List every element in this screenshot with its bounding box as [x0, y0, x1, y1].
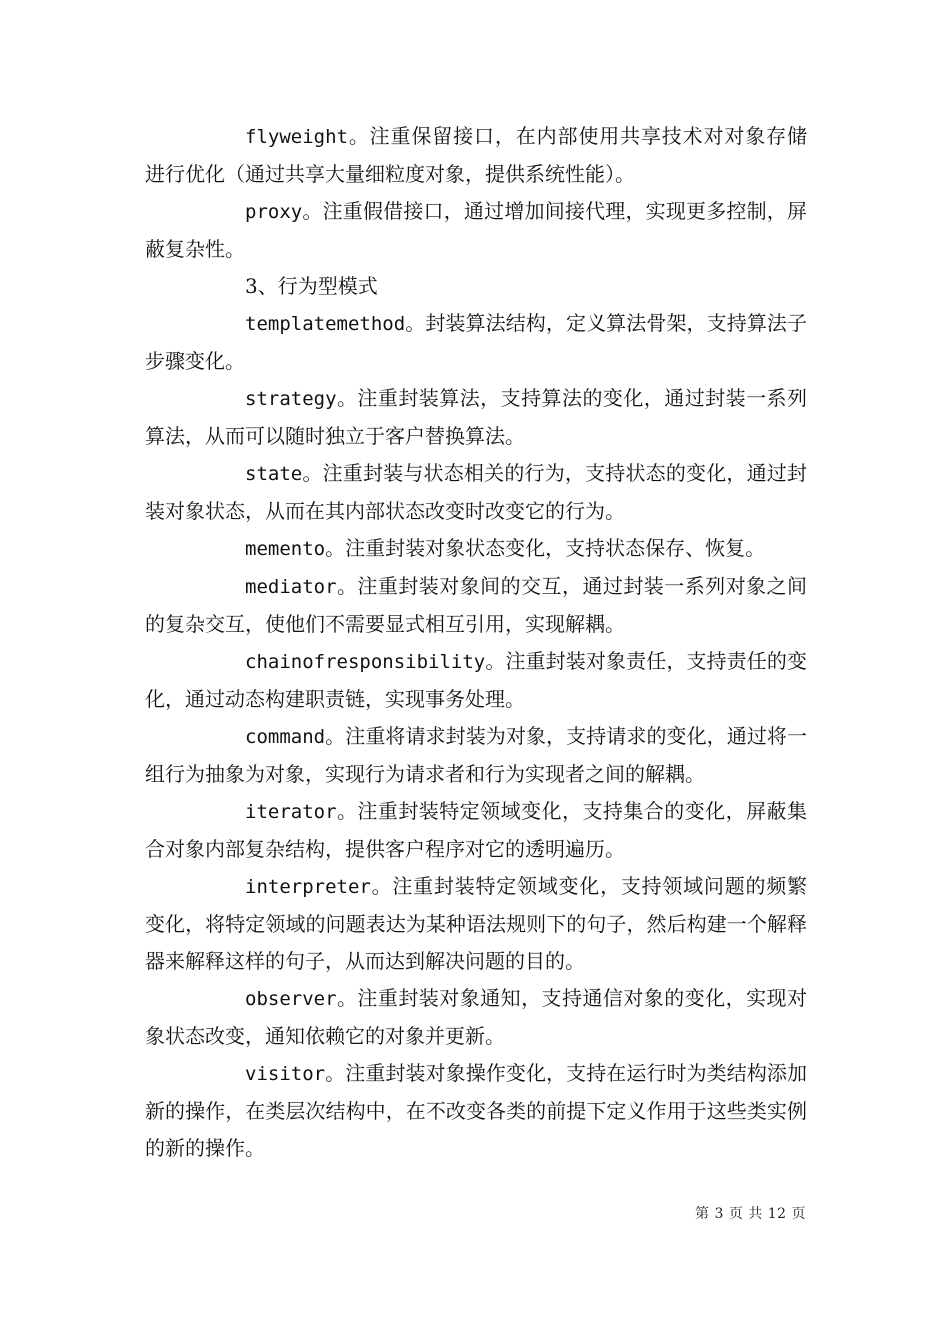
paragraph-text: 。注重封装对象责任，支持责任的变化，通过动态构建职责链，实现事务处理。	[145, 649, 807, 711]
paragraph-state	[145, 455, 807, 530]
pattern-term: interpreter	[245, 876, 371, 898]
paragraph-text: 。注重封装对象操作变化，支持在运行时为类结构添加新的操作，在类层次结构中，在不改变各类的前提下定义作用于这些类实例的新的操作。	[145, 1061, 807, 1160]
pattern-term: flyweight	[245, 126, 348, 148]
paragraph-templatemethod	[145, 305, 807, 380]
document-body	[145, 118, 807, 1167]
pattern-term: iterator	[245, 801, 337, 823]
section-heading-behavioral	[145, 268, 807, 305]
paragraph-text: 。注重保留接口，在内部使用共享技术对对象存储进行优化（通过共享大量细粒度对象，提供系统性能）。	[145, 124, 807, 186]
paragraph-proxy	[145, 193, 807, 268]
pattern-term: memento	[245, 538, 326, 560]
paragraph-text: 。注重假借接口，通过增加间接代理，实现更多控制，屏蔽复杂性。	[145, 199, 807, 261]
paragraph-text: 。注重将请求封装为对象，支持请求的变化，通过将一组行为抽象为对象，实现行为请求者和行为实现者之间的解耦。	[145, 724, 807, 786]
paragraph-flyweight	[145, 118, 807, 193]
paragraph-visitor	[145, 1055, 807, 1167]
paragraph-chainofresponsibility	[145, 643, 807, 718]
pattern-term: chainofresponsibility	[245, 651, 486, 673]
paragraph-text: 。注重封装算法，支持算法的变化，通过封装一系列算法，从而可以随时独立于客户替换算法。	[145, 386, 807, 448]
pattern-term: proxy	[245, 201, 303, 223]
pattern-term: command	[245, 726, 326, 748]
page-number-footer: 第 3 页 共 12 页	[695, 1206, 806, 1222]
paragraph-text: 。注重封装特定领域变化，支持领域问题的频繁变化，将特定领域的问题表达为某种语法规则下的句子，然后构建一个解释器来解释这样的句子，从而达到解决问题的目的。	[145, 874, 807, 973]
paragraph-observer	[145, 980, 807, 1055]
pattern-term: visitor	[245, 1063, 326, 1085]
paragraph-mediator	[145, 568, 807, 643]
pattern-term: observer	[245, 988, 337, 1010]
paragraph-text: 。封装算法结构，定义算法骨架，支持算法子步骤变化。	[145, 311, 807, 373]
paragraph-memento	[145, 530, 807, 568]
paragraph-command	[145, 718, 807, 793]
pattern-term: mediator	[245, 576, 337, 598]
paragraph-text: 。注重封装与状态相关的行为，支持状态的变化，通过封装对象状态，从而在其内部状态改变时改变它的行为。	[145, 461, 807, 523]
paragraph-strategy	[145, 380, 807, 455]
pattern-term: strategy	[245, 388, 337, 410]
pattern-term: templatemethod	[245, 313, 406, 335]
paragraph-interpreter	[145, 868, 807, 980]
paragraph-text: 。注重封装对象通知，支持通信对象的变化，实现对象状态改变，通知依赖它的对象并更新。	[145, 986, 807, 1048]
paragraph-iterator	[145, 793, 807, 868]
pattern-term: state	[245, 463, 303, 485]
paragraph-text: 。注重封装特定领域变化，支持集合的变化，屏蔽集合对象内部复杂结构，提供客户程序对它的透明遍历。	[145, 799, 807, 861]
section-heading-text: 3、行为型模式	[245, 274, 378, 298]
paragraph-text: 。注重封装对象状态变化，支持状态保存、恢复。	[325, 536, 766, 560]
paragraph-text: 。注重封装对象间的交互，通过封装一系列对象之间的复杂交互，使他们不需要显式相互引用，实现解耦。	[145, 574, 807, 636]
